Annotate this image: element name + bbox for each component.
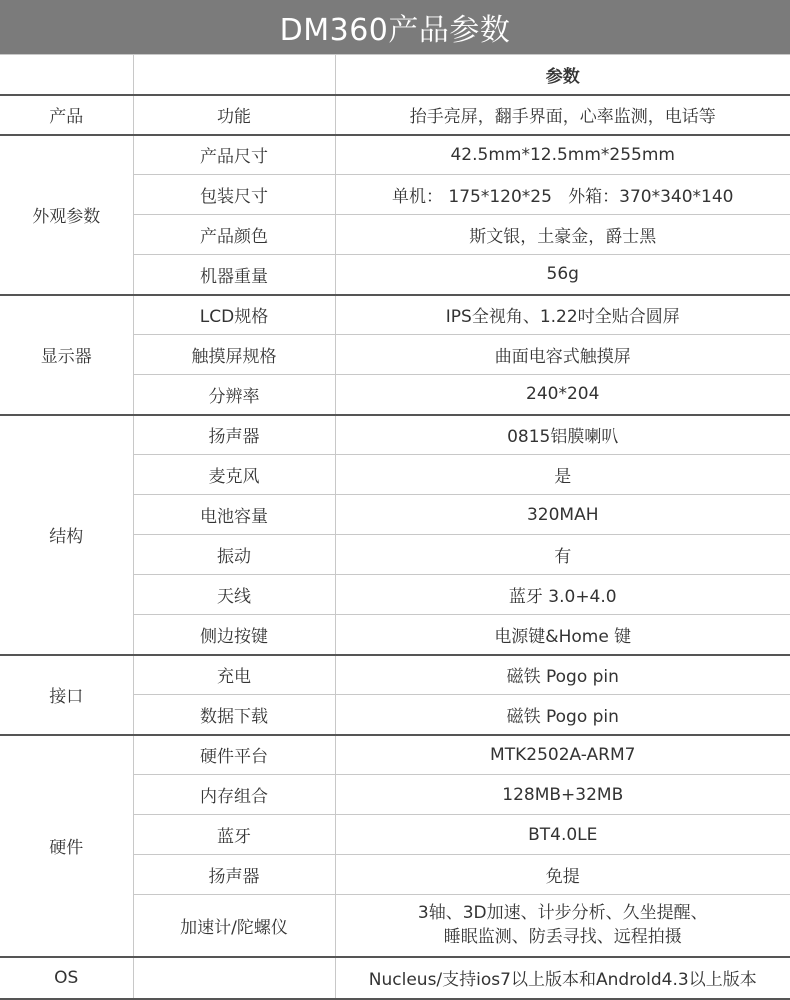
table-row xyxy=(0,655,790,695)
value-cell: 128MB+32MB xyxy=(335,775,790,815)
feature-cell: 功能 xyxy=(133,95,335,135)
value-cell: BT4.0LE xyxy=(335,815,790,855)
feature-cell: 触摸屏规格 xyxy=(133,335,335,375)
page-title: DM360产品参数 xyxy=(0,0,790,54)
category-cell: 外观参数 xyxy=(0,135,133,295)
value-cell: 240*204 xyxy=(335,375,790,415)
feature-cell: 硬件平台 xyxy=(133,735,335,775)
value-cell: MTK2502A-ARM7 xyxy=(335,735,790,775)
table-row xyxy=(0,135,790,175)
feature-cell: 机器重量 xyxy=(133,255,335,295)
value-cell xyxy=(335,895,790,957)
value-cell: 曲面电容式触摸屏 xyxy=(335,335,790,375)
value-cell: 单机： 175*120*25 外箱：370*340*140 xyxy=(335,175,790,215)
table-row xyxy=(0,95,790,135)
feature-cell: 天线 xyxy=(133,575,335,615)
value-cell: 磁铁 Pogo pin xyxy=(335,695,790,735)
feature-cell: 振动 xyxy=(133,535,335,575)
category-cell: 产品 xyxy=(0,95,133,135)
category-cell: 显示器 xyxy=(0,295,133,415)
feature-cell: 内存组合 xyxy=(133,775,335,815)
feature-cell: 扬声器 xyxy=(133,855,335,895)
value-cell: 56g xyxy=(335,255,790,295)
feature-cell: 侧边按键 xyxy=(133,615,335,655)
table-header-row xyxy=(0,55,790,95)
feature-cell: 数据下载 xyxy=(133,695,335,735)
value-cell: Nucleus/支持ios7以上版本和Androld4.3以上版本 xyxy=(335,957,790,999)
value-cell: 是 xyxy=(335,455,790,495)
value-cell: 有 xyxy=(335,535,790,575)
category-cell: 接口 xyxy=(0,655,133,735)
value-line: 睡眠监测、防丢寻找、远程拍摄 xyxy=(443,927,682,948)
feature-cell: 扬声器 xyxy=(133,415,335,455)
header-empty-cell xyxy=(133,55,335,95)
spec-table xyxy=(0,54,790,1000)
table-row xyxy=(0,957,790,999)
feature-cell: 包装尺寸 xyxy=(133,175,335,215)
table-row xyxy=(0,295,790,335)
value-cell: 斯文银，土豪金，爵士黑 xyxy=(335,215,790,255)
header-empty-cell xyxy=(0,55,133,95)
value-line: 3轴、3D加速、计步分析、久坐提醒、 xyxy=(417,903,708,924)
table-row xyxy=(0,415,790,455)
value-cell: IPS全视角、1.22吋全贴合圆屏 xyxy=(335,295,790,335)
feature-cell: 加速计/陀螺仪 xyxy=(133,895,335,957)
table-row xyxy=(0,735,790,775)
feature-cell: LCD规格 xyxy=(133,295,335,335)
feature-cell: 产品尺寸 xyxy=(133,135,335,175)
value-cell: 42.5mm*12.5mm*255mm xyxy=(335,135,790,175)
feature-cell: 充电 xyxy=(133,655,335,695)
value-cell: 电源键&Home 键 xyxy=(335,615,790,655)
value-cell: 320MAH xyxy=(335,495,790,535)
category-cell: OS xyxy=(0,957,133,999)
value-cell: 抬手亮屏，翻手界面，心率监测，电话等 xyxy=(335,95,790,135)
category-cell: 结构 xyxy=(0,415,133,655)
category-cell: 硬件 xyxy=(0,735,133,957)
value-cell: 0815铝膜喇叭 xyxy=(335,415,790,455)
feature-cell xyxy=(133,957,335,999)
value-cell: 蓝牙 3.0+4.0 xyxy=(335,575,790,615)
feature-cell: 分辨率 xyxy=(133,375,335,415)
feature-cell: 电池容量 xyxy=(133,495,335,535)
value-cell: 免提 xyxy=(335,855,790,895)
feature-cell: 产品颜色 xyxy=(133,215,335,255)
feature-cell: 麦克风 xyxy=(133,455,335,495)
value-cell: 磁铁 Pogo pin xyxy=(335,655,790,695)
header-param: 参数 xyxy=(335,55,790,95)
feature-cell: 蓝牙 xyxy=(133,815,335,855)
